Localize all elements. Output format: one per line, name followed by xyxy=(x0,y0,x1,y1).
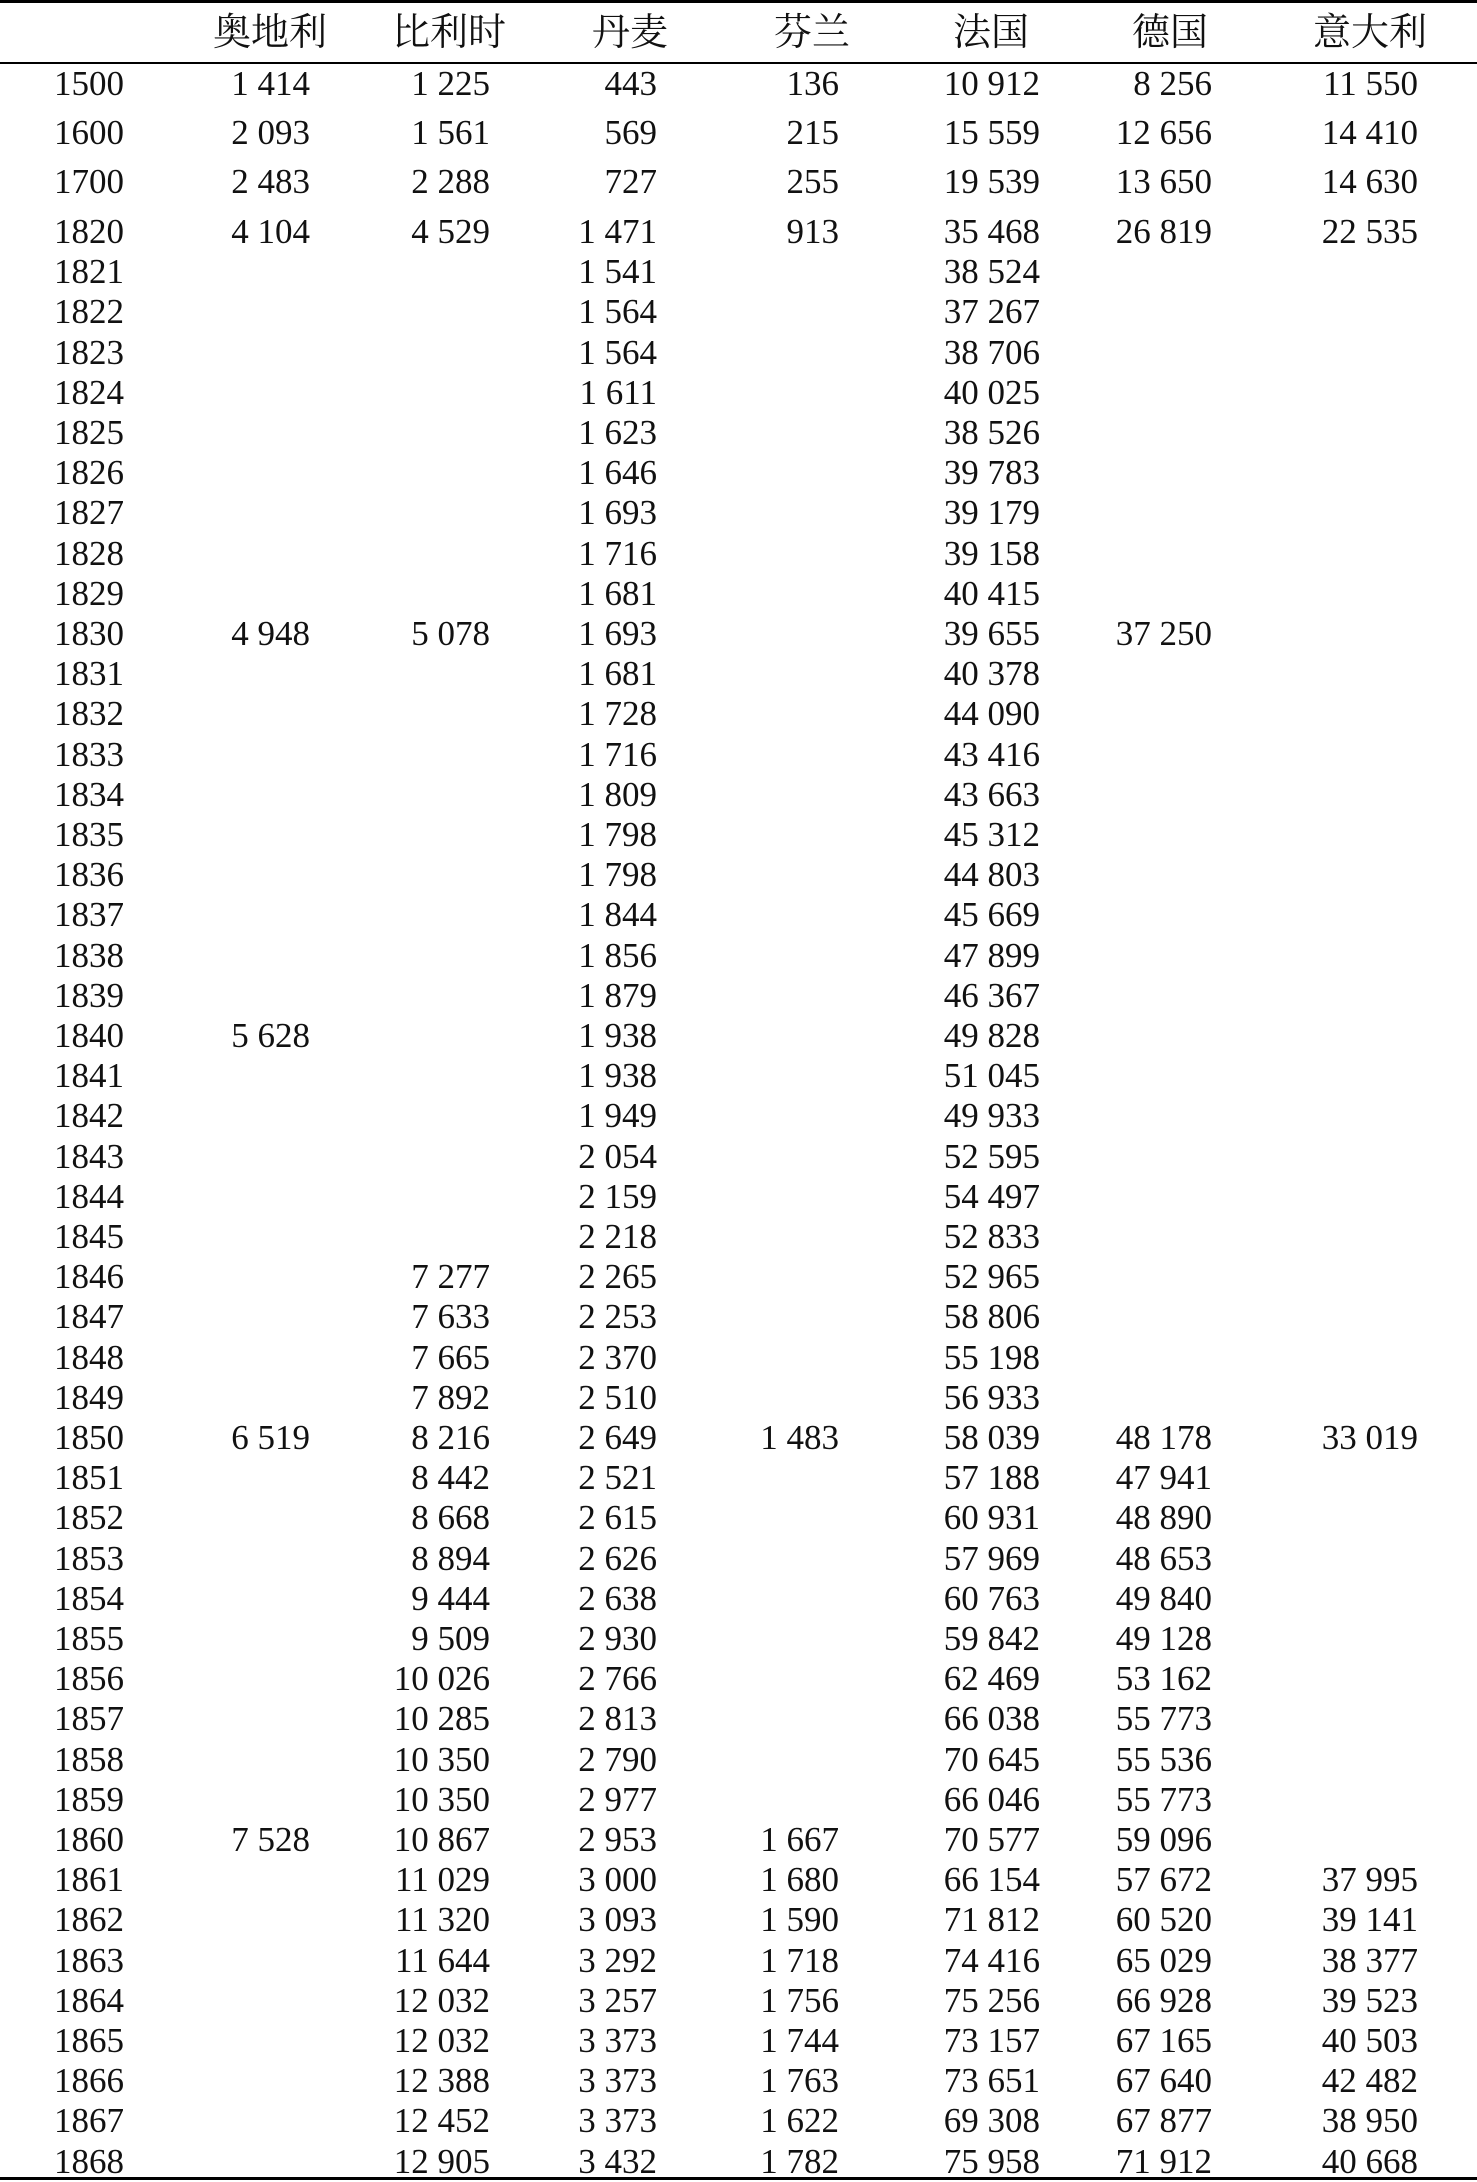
table-cell: 26 819 xyxy=(1115,212,1212,251)
table-cell: 2 054 xyxy=(578,1136,657,1176)
column-header: 丹麦 xyxy=(591,10,668,54)
row-year: 1857 xyxy=(54,1699,124,1739)
table-cell: 2 977 xyxy=(578,1779,657,1819)
table-cell: 39 655 xyxy=(943,614,1040,653)
row-year: 1843 xyxy=(54,1136,124,1176)
row-year: 1865 xyxy=(54,2021,124,2060)
table-cell: 1 949 xyxy=(578,1096,657,1136)
table-cell: 40 025 xyxy=(943,372,1040,412)
table-cell: 66 928 xyxy=(1115,1980,1212,2020)
table-cell: 39 158 xyxy=(943,533,1040,573)
table-cell: 11 320 xyxy=(395,1900,490,1940)
table-cell: 2 953 xyxy=(578,1820,657,1859)
table-cell: 1 809 xyxy=(578,774,657,814)
table-cell: 2 370 xyxy=(578,1337,657,1377)
table-cell: 39 523 xyxy=(1321,1980,1418,2020)
table-cell: 49 128 xyxy=(1115,1619,1212,1658)
table-cell: 1 471 xyxy=(578,212,657,251)
table-cell: 71 912 xyxy=(1115,2141,1212,2181)
table-cell: 1 646 xyxy=(578,453,657,493)
table-cell: 40 378 xyxy=(943,654,1040,694)
table-cell: 7 528 xyxy=(231,1820,310,1859)
row-year: 1853 xyxy=(54,1538,124,1578)
table-cell: 55 198 xyxy=(943,1337,1040,1377)
table-cell: 55 773 xyxy=(1115,1699,1212,1739)
table-cell: 48 178 xyxy=(1115,1418,1212,1457)
row-year: 1845 xyxy=(54,1217,124,1256)
table-cell: 5 628 xyxy=(231,1016,310,1055)
table-cell: 10 285 xyxy=(393,1699,490,1739)
table-cell: 4 948 xyxy=(231,614,310,653)
table-cell: 3 093 xyxy=(578,1900,657,1940)
table-cell: 58 806 xyxy=(943,1297,1040,1337)
table-cell: 2 615 xyxy=(578,1498,657,1538)
table-cell: 12 032 xyxy=(393,1980,490,2020)
table-cell: 3 373 xyxy=(578,2061,657,2101)
table-cell: 2 253 xyxy=(578,1297,657,1337)
table-cell: 2 649 xyxy=(578,1418,657,1457)
column-header: 意大利 xyxy=(1312,10,1427,54)
table-cell: 2 093 xyxy=(231,113,310,152)
table-cell: 55 773 xyxy=(1115,1779,1212,1819)
table-cell: 4 529 xyxy=(411,212,490,251)
table-cell: 1 590 xyxy=(760,1900,839,1940)
table-cell: 2 930 xyxy=(578,1619,657,1658)
row-year: 1829 xyxy=(54,573,124,613)
table-cell: 38 526 xyxy=(943,413,1040,452)
row-year: 1854 xyxy=(54,1578,124,1618)
table-cell: 8 216 xyxy=(411,1418,490,1457)
row-year: 1831 xyxy=(54,654,124,694)
table-cell: 1 756 xyxy=(760,1980,839,2020)
table-cell: 14 410 xyxy=(1321,113,1418,152)
table-cell: 4 104 xyxy=(231,212,310,251)
table-cell: 1 798 xyxy=(578,815,657,854)
table-cell: 52 595 xyxy=(943,1136,1040,1176)
table-cell: 19 539 xyxy=(943,162,1040,201)
table-cell: 67 640 xyxy=(1115,2061,1212,2101)
table-cell: 255 xyxy=(786,162,839,201)
table-cell: 1 744 xyxy=(760,2021,839,2060)
table-cell: 52 833 xyxy=(943,1217,1040,1256)
column-header: 奥地利 xyxy=(212,10,327,54)
table-cell: 1 680 xyxy=(760,1860,839,1900)
table-cell: 12 656 xyxy=(1115,113,1212,152)
table-cell: 1 681 xyxy=(578,573,657,613)
row-year: 1826 xyxy=(54,453,124,493)
table-cell: 3 292 xyxy=(578,1940,657,1980)
table-cell: 1 716 xyxy=(578,533,657,573)
row-year: 1832 xyxy=(54,694,124,734)
table-cell: 46 367 xyxy=(943,975,1040,1015)
table-cell: 1 564 xyxy=(578,292,657,332)
table-cell: 2 265 xyxy=(578,1257,657,1297)
table-cell: 1 623 xyxy=(578,413,657,452)
table-cell: 59 842 xyxy=(943,1619,1040,1658)
table-cell: 59 096 xyxy=(1115,1820,1212,1859)
table-cell: 11 550 xyxy=(1323,64,1418,103)
table-cell: 1 798 xyxy=(578,855,657,895)
table-cell: 55 536 xyxy=(1115,1739,1212,1779)
table-cell: 1 938 xyxy=(578,1056,657,1096)
table-cell: 215 xyxy=(786,113,839,152)
table-cell: 52 965 xyxy=(943,1257,1040,1297)
row-year: 1600 xyxy=(54,113,124,152)
table-cell: 15 559 xyxy=(943,113,1040,152)
row-year: 1824 xyxy=(54,372,124,412)
table-cell: 45 669 xyxy=(943,895,1040,935)
table-cell: 48 890 xyxy=(1115,1498,1212,1538)
table-cell: 1 728 xyxy=(578,694,657,734)
table-cell: 1 611 xyxy=(579,372,657,412)
column-header: 法国 xyxy=(952,10,1029,54)
row-year: 1862 xyxy=(54,1900,124,1940)
row-year: 1846 xyxy=(54,1257,124,1297)
table-cell: 57 969 xyxy=(943,1538,1040,1578)
table-cell: 49 933 xyxy=(943,1096,1040,1136)
table-cell: 913 xyxy=(786,212,839,251)
table-cell: 9 444 xyxy=(411,1578,490,1618)
table-cell: 727 xyxy=(604,162,657,201)
table-cell: 47 899 xyxy=(943,935,1040,975)
row-year: 1842 xyxy=(54,1096,124,1136)
table-top-rule xyxy=(0,0,1477,3)
table-cell: 14 630 xyxy=(1321,162,1418,201)
row-year: 1841 xyxy=(54,1056,124,1096)
table-cell: 2 626 xyxy=(578,1538,657,1578)
row-year: 1834 xyxy=(54,774,124,814)
table-cell: 12 032 xyxy=(393,2021,490,2060)
table-cell: 73 651 xyxy=(943,2061,1040,2101)
table-cell: 43 663 xyxy=(943,774,1040,814)
table-cell: 11 644 xyxy=(395,1940,490,1980)
table-cell: 49 840 xyxy=(1115,1578,1212,1618)
table-cell: 70 645 xyxy=(943,1739,1040,1779)
row-year: 1827 xyxy=(54,493,124,533)
table-cell: 40 668 xyxy=(1321,2141,1418,2181)
table-cell: 44 090 xyxy=(943,694,1040,734)
table-cell: 67 165 xyxy=(1115,2021,1212,2060)
table-cell: 10 912 xyxy=(943,64,1040,103)
table-cell: 39 179 xyxy=(943,493,1040,533)
table-cell: 75 256 xyxy=(943,1980,1040,2020)
table-cell: 8 442 xyxy=(411,1458,490,1498)
table-cell: 57 188 xyxy=(943,1458,1040,1498)
table-cell: 1 541 xyxy=(578,252,657,292)
row-year: 1848 xyxy=(54,1337,124,1377)
table-cell: 443 xyxy=(604,64,657,103)
row-year: 1820 xyxy=(54,212,124,251)
table-cell: 37 250 xyxy=(1115,614,1212,653)
table-cell: 1 622 xyxy=(760,2101,839,2141)
table-cell: 6 519 xyxy=(231,1418,310,1457)
table-cell: 70 577 xyxy=(943,1820,1040,1859)
table-cell: 71 812 xyxy=(943,1900,1040,1940)
table-cell: 3 257 xyxy=(578,1980,657,2020)
table-cell: 7 277 xyxy=(411,1257,490,1297)
table-cell: 10 026 xyxy=(393,1659,490,1699)
table-cell: 38 706 xyxy=(943,332,1040,372)
table-cell: 1 564 xyxy=(578,332,657,372)
table-cell: 1 879 xyxy=(578,975,657,1015)
row-year: 1825 xyxy=(54,413,124,452)
table-cell: 10 867 xyxy=(393,1820,490,1859)
table-cell: 39 141 xyxy=(1321,1900,1418,1940)
table-cell: 11 029 xyxy=(395,1860,490,1900)
row-year: 1852 xyxy=(54,1498,124,1538)
row-year: 1855 xyxy=(54,1619,124,1658)
table-cell: 2 766 xyxy=(578,1659,657,1699)
table-cell: 1 561 xyxy=(411,113,490,152)
table-cell: 1 844 xyxy=(578,895,657,935)
row-year: 1847 xyxy=(54,1297,124,1337)
table-cell: 40 415 xyxy=(943,573,1040,613)
table-cell: 8 256 xyxy=(1133,64,1212,103)
table-cell: 57 672 xyxy=(1115,1860,1212,1900)
table-cell: 1 681 xyxy=(578,654,657,694)
table-cell: 38 377 xyxy=(1321,1940,1418,1980)
table-cell: 2 288 xyxy=(411,162,490,201)
table-cell: 3 000 xyxy=(578,1860,657,1900)
row-year: 1836 xyxy=(54,855,124,895)
table-cell: 5 078 xyxy=(411,614,490,653)
table-cell: 22 535 xyxy=(1321,212,1418,251)
row-year: 1828 xyxy=(54,533,124,573)
table-cell: 54 497 xyxy=(943,1176,1040,1216)
row-year: 1822 xyxy=(54,292,124,332)
table-cell: 53 162 xyxy=(1115,1659,1212,1699)
table-cell: 1 693 xyxy=(578,614,657,653)
table-cell: 40 503 xyxy=(1321,2021,1418,2060)
row-year: 1859 xyxy=(54,1779,124,1819)
table-cell: 65 029 xyxy=(1115,1940,1212,1980)
table-cell: 2 521 xyxy=(578,1458,657,1498)
table-cell: 12 388 xyxy=(393,2061,490,2101)
table-cell: 7 633 xyxy=(411,1297,490,1337)
table-cell: 43 416 xyxy=(943,734,1040,774)
row-year: 1835 xyxy=(54,815,124,854)
table-cell: 3 373 xyxy=(578,2021,657,2060)
table-cell: 8 668 xyxy=(411,1498,490,1538)
table-cell: 37 995 xyxy=(1321,1860,1418,1900)
table-cell: 1 763 xyxy=(760,2061,839,2101)
column-header: 德国 xyxy=(1131,10,1208,54)
row-year: 1821 xyxy=(54,252,124,292)
table-cell: 38 524 xyxy=(943,252,1040,292)
row-year: 1863 xyxy=(54,1940,124,1980)
table-cell: 2 638 xyxy=(578,1578,657,1618)
table-cell: 2 218 xyxy=(578,1217,657,1256)
table-cell: 2 813 xyxy=(578,1699,657,1739)
row-year: 1850 xyxy=(54,1418,124,1457)
table-cell: 7 892 xyxy=(411,1377,490,1417)
row-year: 1830 xyxy=(54,614,124,653)
table-cell: 60 763 xyxy=(943,1578,1040,1618)
table-cell: 3 373 xyxy=(578,2101,657,2141)
table-cell: 7 665 xyxy=(411,1337,490,1377)
table-cell: 2 483 xyxy=(231,162,310,201)
row-year: 1864 xyxy=(54,1980,124,2020)
table-cell: 38 950 xyxy=(1321,2101,1418,2141)
table-cell: 45 312 xyxy=(943,815,1040,854)
table-cell: 67 877 xyxy=(1115,2101,1212,2141)
table-cell: 2 159 xyxy=(578,1176,657,1216)
table-cell: 1 414 xyxy=(231,64,310,103)
table-cell: 13 650 xyxy=(1115,162,1212,201)
table-cell: 73 157 xyxy=(943,2021,1040,2060)
table-cell: 2 790 xyxy=(578,1739,657,1779)
row-year: 1500 xyxy=(54,64,124,103)
table-cell: 33 019 xyxy=(1321,1418,1418,1457)
row-year: 1868 xyxy=(54,2141,124,2181)
table-cell: 66 154 xyxy=(943,1860,1040,1900)
row-year: 1839 xyxy=(54,975,124,1015)
table-cell: 37 267 xyxy=(943,292,1040,332)
table-cell: 1 483 xyxy=(760,1418,839,1457)
row-year: 1851 xyxy=(54,1458,124,1498)
table-cell: 75 958 xyxy=(943,2141,1040,2181)
table-cell: 66 038 xyxy=(943,1699,1040,1739)
row-year: 1858 xyxy=(54,1739,124,1779)
row-year: 1856 xyxy=(54,1659,124,1699)
table-cell: 1 856 xyxy=(578,935,657,975)
table-cell: 2 510 xyxy=(578,1377,657,1417)
row-year: 1840 xyxy=(54,1016,124,1055)
table-cell: 1 225 xyxy=(411,64,490,103)
table-cell: 9 509 xyxy=(411,1619,490,1658)
table-cell: 56 933 xyxy=(943,1377,1040,1417)
row-year: 1867 xyxy=(54,2101,124,2141)
table-cell: 47 941 xyxy=(1115,1458,1212,1498)
column-header: 芬兰 xyxy=(773,10,850,54)
table-cell: 12 452 xyxy=(393,2101,490,2141)
column-header: 比利时 xyxy=(391,10,506,54)
row-year: 1833 xyxy=(54,734,124,774)
table-cell: 136 xyxy=(786,64,839,103)
row-year: 1837 xyxy=(54,895,124,935)
table-cell: 58 039 xyxy=(943,1418,1040,1457)
table-cell: 69 308 xyxy=(943,2101,1040,2141)
row-year: 1861 xyxy=(54,1860,124,1900)
table-cell: 10 350 xyxy=(393,1739,490,1779)
table-cell: 1 782 xyxy=(760,2141,839,2181)
row-year: 1860 xyxy=(54,1820,124,1859)
table-cell: 39 783 xyxy=(943,453,1040,493)
table-cell: 66 046 xyxy=(943,1779,1040,1819)
table-cell: 8 894 xyxy=(411,1538,490,1578)
table-cell: 1 718 xyxy=(760,1940,839,1980)
row-year: 1838 xyxy=(54,935,124,975)
row-year: 1866 xyxy=(54,2061,124,2101)
table-cell: 49 828 xyxy=(943,1016,1040,1055)
table-cell: 1 693 xyxy=(578,493,657,533)
table-cell: 42 482 xyxy=(1321,2061,1418,2101)
row-year: 1823 xyxy=(54,332,124,372)
table-cell: 48 653 xyxy=(1115,1538,1212,1578)
table-cell: 1 716 xyxy=(578,734,657,774)
table-cell: 44 803 xyxy=(943,855,1040,895)
table-cell: 3 432 xyxy=(578,2141,657,2181)
table-cell: 1 667 xyxy=(760,1820,839,1859)
table-cell: 51 045 xyxy=(943,1056,1040,1096)
table-cell: 569 xyxy=(604,113,657,152)
table-cell: 60 931 xyxy=(943,1498,1040,1538)
table-cell: 12 905 xyxy=(393,2141,490,2181)
table-cell: 10 350 xyxy=(393,1779,490,1819)
table-cell: 35 468 xyxy=(943,212,1040,251)
row-year: 1700 xyxy=(54,162,124,201)
table-cell: 1 938 xyxy=(578,1016,657,1055)
table-cell: 60 520 xyxy=(1115,1900,1212,1940)
row-year: 1849 xyxy=(54,1377,124,1417)
table-cell: 62 469 xyxy=(943,1659,1040,1699)
table-cell: 74 416 xyxy=(943,1940,1040,1980)
row-year: 1844 xyxy=(54,1176,124,1216)
